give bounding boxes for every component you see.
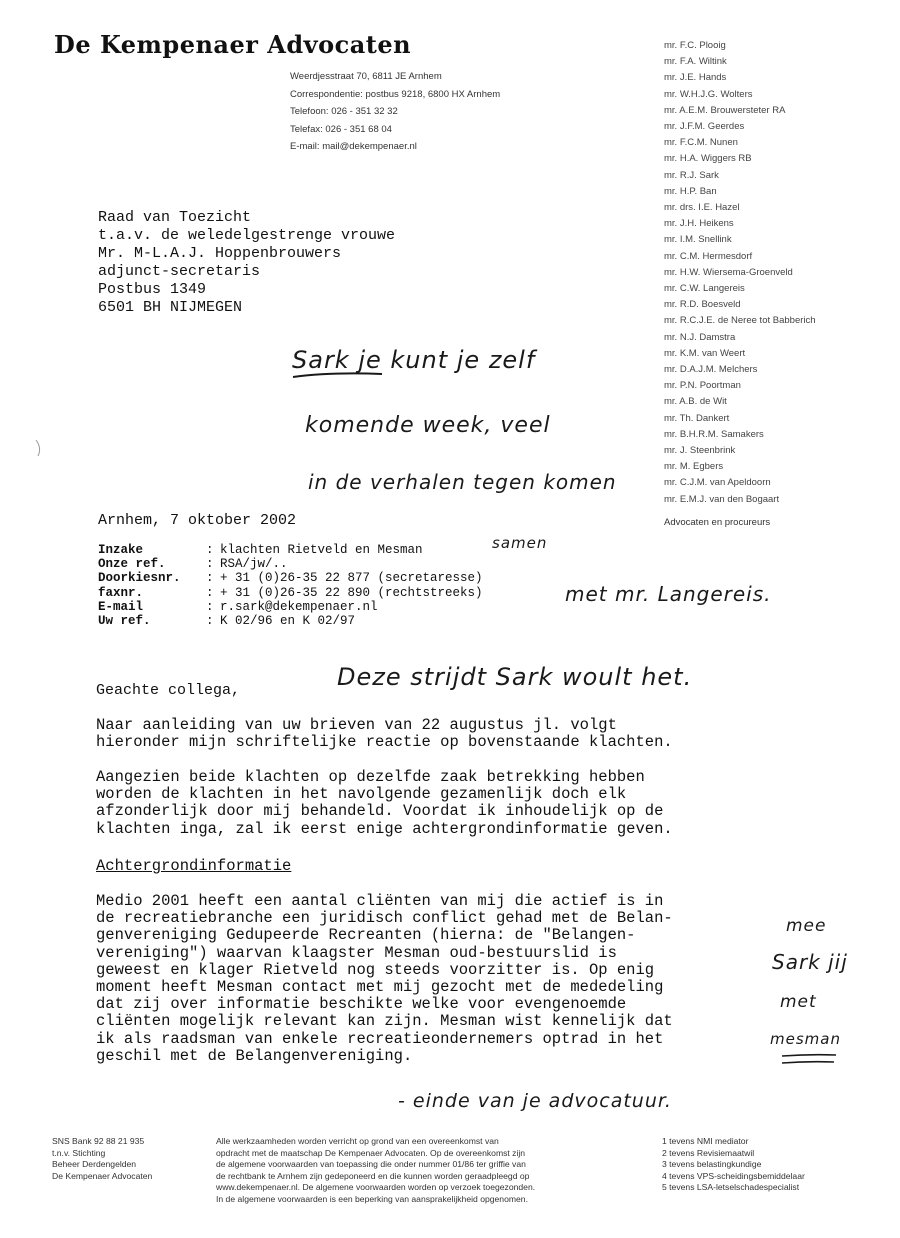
partner-name: mr. A.B. de Wit (664, 396, 727, 408)
footer-line: 5 tevens LSA-letselschadespecialist (662, 1182, 800, 1193)
address-line: adjunct-secretaris (98, 263, 261, 280)
letter-date: Arnhem, 7 oktober 2002 (98, 512, 297, 529)
partner-name: mr. I.M. Snellink (664, 234, 732, 246)
reference-separator: : (206, 557, 214, 572)
body-line: geschil met de Belangenvereniging. (96, 1046, 413, 1065)
body-line: genvereniging Gedupeerde Recreanten (hierna: de "Belangen- (96, 926, 636, 945)
partner-name: mr. A.E.M. Brouwersteter RA (664, 104, 786, 116)
body-line: dat zij over informatie beschikte welke voor evengenoemde (96, 995, 627, 1014)
handwriting-line-5: met mr. Langereis. (565, 582, 772, 606)
contact-phone: Telefoon: 026 - 351 32 32 (290, 106, 398, 117)
handwriting-line-1: Sark je kunt je zelf (292, 346, 536, 374)
partner-name: mr. J.E. Hands (664, 72, 727, 84)
reference-value: klachten Rietveld en Mesman (220, 543, 423, 557)
reference-label: Inzake (98, 543, 144, 557)
partner-name: mr. J.F.M. Geerdes (664, 121, 745, 133)
reference-label: faxnr. (98, 585, 144, 600)
reference-value: + 31 (0)26-35 22 877 (secretaresse) (220, 571, 483, 586)
partner-name: mr. H.W. Wiersema-Groenveld (664, 266, 793, 278)
partner-name: mr. drs. I.E. Hazel (664, 202, 740, 214)
contact-postbox: Correspondentie: postbus 9218, 6800 HX Arnhem (290, 88, 501, 100)
handwriting-line-6: Deze strijdt Sark woult het. (337, 663, 693, 691)
partner-name: mr. R.J. Sark (664, 169, 719, 181)
reference-separator: : (206, 543, 214, 557)
firm-name: De Kempenaer Advocaten (54, 30, 412, 59)
footer-specialists (662, 1136, 805, 1194)
body-line: vereniging") waarvan klaagster Mesman oud-bestuurslid is (96, 943, 617, 962)
reference-label: Uw ref. (98, 614, 151, 629)
body-line: ik als raadsman van enkele recreatieondernemers optrad in het (96, 1029, 664, 1048)
body-line: moment heeft Mesman contact met mij gezocht met de mededeling (96, 978, 664, 997)
handwriting-margin-3: met (780, 992, 817, 1012)
body-line: Naar aanleiding van uw brieven van 22 augustus jl. volgt (96, 716, 617, 734)
footer-line: opdracht met de maatschap De Kempenaer Advocaten. Op de overeenkomst zijn (216, 1147, 526, 1158)
partner-name: mr. R.D. Boesveld (664, 299, 741, 311)
underline-stroke (782, 1055, 836, 1056)
footer-line: Alle werkzaamheden worden verricht op grond van een overeenkomst van (216, 1136, 499, 1146)
reference-separator: : (206, 599, 214, 614)
partner-name: mr. H.A. Wiggers RB (664, 153, 752, 165)
reference-value: r.sark@dekempenaer.nl (220, 599, 378, 614)
footer-line: SNS Bank 92 88 21 935 (52, 1136, 145, 1146)
reference-value: RSA/jw/.. (220, 557, 288, 572)
body-line: hieronder mijn schriftelijke reactie op bovenstaande klachten. (96, 733, 673, 752)
margin-mark (36, 440, 40, 456)
body-line: Medio 2001 heeft een aantal cliënten van mij die actief is in (96, 892, 664, 910)
handwriting-line-3: in de verhalen tegen komen (308, 470, 617, 494)
section-heading: Achtergrondinformatie (96, 857, 292, 875)
footer-terms (216, 1136, 535, 1206)
partner-name: mr. R.C.J.E. de Neree tot Babberich (664, 315, 816, 327)
footer-line: t.n.v. Stichting (52, 1147, 106, 1158)
reference-value: + 31 (0)26-35 22 890 (rechtstreeks) (220, 585, 483, 600)
underline-stroke (293, 373, 382, 377)
body-line: worden de klachten in het navolgende gezamenlijk doch elk (96, 785, 627, 804)
partner-name: mr. C.M. Hermesdorf (664, 250, 753, 262)
reference-value: K 02/96 en K 02/97 (220, 614, 356, 629)
footer-line: de rechtbank te Arnhem zijn gedeponeerd en die kunnen worden geraadpleegd op (216, 1170, 530, 1181)
partner-name: mr. H.P. Ban (664, 185, 717, 197)
address-line: Postbus 1349 (98, 281, 207, 298)
partner-name: mr. F.C. Plooig (664, 40, 726, 51)
partner-name: mr. J. Steenbrink (664, 445, 736, 457)
reference-separator: : (206, 571, 214, 586)
handwriting-line-4: samen (492, 534, 548, 552)
reference-label: Onze ref. (98, 557, 166, 572)
partner-name: mr. P.N. Poortman (664, 380, 741, 392)
footer-line: www.dekempenaer.nl. De algemene voorwaarden worden op verzoek toegezonden. (216, 1182, 536, 1193)
reference-separator: : (206, 614, 214, 629)
footer-line: 1 tevens NMI mediator (662, 1136, 749, 1146)
body-line: de recreatiebranche een juridisch conflict gehad met de Belan- (96, 909, 673, 928)
partners-footer: Advocaten en procureurs (664, 517, 771, 528)
body-line: geweest en klager Rietveld nog steeds voorzitter is. Op enig (96, 960, 655, 979)
partner-name: mr. W.H.J.G. Wolters (664, 88, 753, 100)
contact-email: E-mail: mail@dekempenaer.nl (290, 141, 417, 152)
partner-name: mr. F.C.M. Nunen (664, 137, 738, 149)
footer-line: In de algemene voorwaarden is een beperking van aansprakelijkheid opgenomen. (216, 1193, 528, 1204)
address-line: Raad van Toezicht (98, 209, 252, 226)
footer-line: 3 tevens belastingkundige (662, 1159, 762, 1170)
partner-name: mr. D.A.J.M. Melchers (664, 364, 758, 376)
footer-line: 2 tevens Revisiemaatwil (662, 1147, 755, 1158)
body-line: afzonderlijk door mij behandeld. Voordat ik inhoudelijk op de (96, 802, 664, 821)
partner-name: mr. C.W. Langereis (664, 283, 745, 295)
partner-name: mr. C.J.M. van Apeldoorn (664, 477, 771, 489)
handwriting-margin-2: Sark jij (772, 950, 848, 974)
footer-bank (52, 1136, 152, 1182)
handwriting-margin-4: mesman (770, 1030, 841, 1048)
handwriting-line-2: komende week, veel (305, 413, 551, 438)
partner-name: mr. J.H. Heikens (664, 218, 734, 230)
footer-line: De Kempenaer Advocaten (52, 1170, 153, 1181)
footer-line: Beheer Derdengelden (52, 1159, 137, 1170)
partner-name: mr. E.M.J. van den Bogaart (664, 493, 780, 505)
partner-name: mr. B.H.R.M. Samakers (664, 428, 764, 440)
reference-separator: : (206, 585, 214, 600)
partner-name: mr. N.J. Damstra (664, 331, 736, 343)
underline-stroke (782, 1062, 834, 1063)
body-line: Aangezien beide klachten op dezelfde zaak betrekking hebben (96, 768, 645, 786)
body-line: cliënten mogelijk relevant kan zijn. Mesman wist kennelijk dat (96, 1012, 673, 1031)
salutation: Geachte collega, (96, 682, 241, 699)
partner-name: mr. F.A. Wiltink (664, 56, 727, 68)
footer-line: de algemene voorwaarden van toepassing die onder nummer 01/86 ter griffie van (216, 1159, 526, 1170)
contact-fax: Telefax: 026 - 351 68 04 (290, 123, 392, 135)
body-line: klachten inga, zal ik eerst enige achtergrondinformatie geven. (96, 819, 673, 838)
contact-address: Weerdjesstraat 70, 6811 JE Arnhem (290, 71, 442, 82)
partner-name: mr. Th. Dankert (664, 412, 730, 424)
address-line: 6501 BH NIJMEGEN (98, 299, 243, 316)
footer-line: 4 tevens VPS-scheidingsbemiddelaar (662, 1170, 805, 1181)
handwriting-margin-1: mee (786, 916, 827, 936)
reference-label: Doorkiesnr. (98, 571, 181, 586)
partner-name: mr. M. Egbers (664, 461, 724, 473)
handwriting-line-7: - einde van je advocatuur. (398, 1090, 672, 1112)
partner-name: mr. K.M. van Weert (664, 347, 746, 359)
address-line: t.a.v. de weledelgestrenge vrouwe (98, 227, 396, 244)
reference-label: E-mail (98, 599, 144, 614)
address-line: Mr. M-L.A.J. Hoppenbrouwers (98, 245, 342, 262)
